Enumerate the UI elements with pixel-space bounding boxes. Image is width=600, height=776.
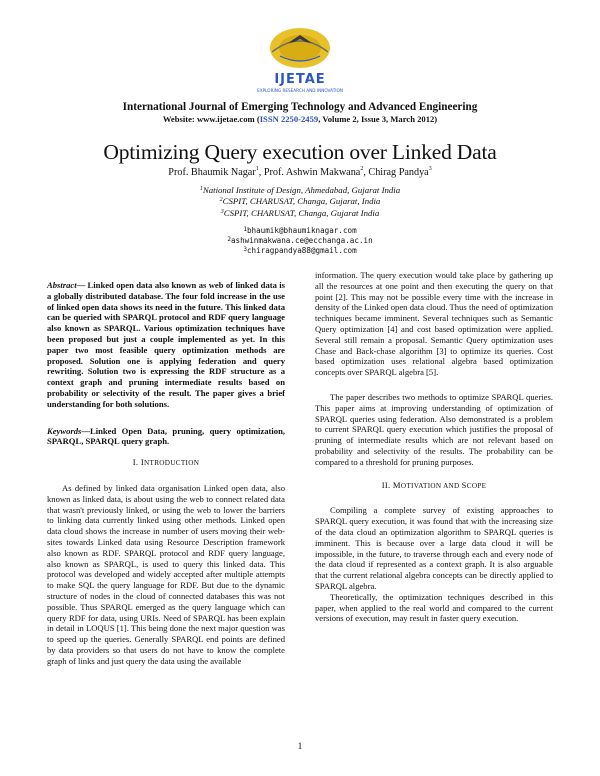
keywords-text: —Linked Open Data, pruning, query optimization, SPARQL, SPARQL query graph. [47,425,285,447]
journal-title: International Journal of Emerging Technology and Advanced Engineering [122,101,478,113]
section-heading-rest: OTIVATION AND [400,481,462,490]
affiliation-text: CSPIT, CHARUSAT, Changa, Gujarat, India [222,196,381,207]
email-sup: 1 [243,226,247,233]
author-sup: 3 [428,166,432,172]
affiliation-sup: 3 [220,208,224,215]
section-heading-rest: NTRODUCTION [144,459,200,468]
abstract-text: — Linked open data also known as web of linked data is a globally distributed database. The four fold increase in the use of linked open data shows its need in the future. This linked data can be queried with SPARQL protocol and RDF query language also known as SPARQL. Various optimization techniques have been proposed but just a couple implemented as yet. In this paper two most feasible query optimization methods are proposed. Solution one is applying federation and query rewriting. Solution two is expressing the RDF structure as a context graph and pruning intermediate results based on probability or selectivity of the result. The paper gives a brief understanding for both solutions. [47,280,285,409]
author-list [0,167,600,178]
author-sup: 1 [255,166,259,172]
keywords [47,426,285,448]
body-paragraph: Theoretically, the optimization techniques described in this paper, when applied to the real world and compared to the current versions of execution, may result in faster query execution. [315,591,553,624]
section-numeral: II. [381,479,391,490]
email-sup: 3 [243,246,247,254]
email-sup: 2 [227,236,231,244]
affiliation-line [0,196,600,207]
page-number: 1 [297,742,303,752]
paper-title: Optimizing Query execution over Linked Data [103,140,497,164]
author-name: Chirag Pandya [368,167,429,178]
email-text[interactable]: ashwinmakwana.ce@ecchanga.ac.in [230,236,373,246]
section-heading-introduction [47,457,285,469]
section-heading-initial: M [392,479,401,490]
logo-wordmark: IJETAE [274,72,326,87]
affiliations [0,185,600,219]
section-numeral: I. [132,457,139,468]
affiliation-text: CSPIT, CHARUSAT, Changa, Gujarat India [223,207,380,218]
body-paragraph: information. The query execution would take place by gathering up all the resources at one point and then executing the query on that point [2]. This may not be possible every time with the increase in density of the Linked open data cloud. Thus the need of optimization techniques became imminent. Several techniques such as Semantic Query optimization [4] and cost based optimization were applied. Several still remain a proposal. Semantic Query optimization uses Chase and Back-chase algorithm [3] to optimize its queries. Cost based optimization uses relational algebra based optimization concepts over SPARQL algebra [5]. [315,270,553,378]
logo-tagline: EXPLORING RESEARCH AND INNOVATION [257,88,343,93]
author-sup: 2 [360,166,364,172]
section-heading-initial: I [140,457,145,468]
author-name: Prof. Ashwin Makwana [263,167,361,178]
author-name: Prof. Bhaumik Nagar [168,167,256,178]
right-column [315,270,553,624]
issn: ISSN 2250-2459 [259,114,319,124]
body-paragraph: The paper describes two methods to optimize SPARQL queries. This paper aims at improving understanding of optimization of SPARQL queries using federation. Also demonstrated is a problem to current SPARQL query execution which justifies the proposal of pruning of intermediate results which are not relevant based on probability and selectivity of the results. The probability can be compared to a threshold for pruning purposes. [315,391,553,467]
section-heading-motivation [315,480,553,492]
left-column [47,280,285,667]
affiliation-line [0,208,600,219]
emails [0,226,600,257]
keywords-lead: Keywords [47,425,82,436]
email-line [0,236,600,246]
abstract [47,280,285,410]
author-separator: , [258,167,264,178]
email-line [0,246,600,256]
issue-info: , Volume 2, Issue 3, March 2012) [318,114,438,124]
journal-logo [258,22,342,96]
author-separator: , [363,167,369,178]
intro-paragraph: As defined by linked data organisation Linked open data, also known as linked data, is about using the web to connect related data that wasn't previously linked, or using the web to lower the barriers to linking data currently linked using other methods. Linked open data cloud shows the increase in number of users moving their web-sites towards Linked data using Resource Description framework also known as RDF. SPARQL protocol and RDF query language, also known as SPARQL, is used to query this linked data. This protocol was developed and widely accepted after multiple attempts to make SQL the query language for RDF. But due to the dynamic structure of nodes in the cloud of connected databases this was not possible. Thus SPARQL emerged as the query language which can query RDF for data, using URIs. Need of SPARQL has been explain in detail in LOQUS [1]. This being done the next major question was to speed up the queries. Generally SPARQL end points are defined by data providers so that users do not have to know the complete graph of links and just query the data using the available [47,482,285,666]
affiliation-text: National Institute of Design, Ahmedabad, Gujarat India [202,185,401,195]
affiliation-line [0,185,600,196]
affiliation-sup: 2 [219,197,223,204]
email-text[interactable]: chiragpandya88@gmail.com [246,246,357,256]
affiliation-sup: 1 [199,186,203,192]
body-paragraph: Compiling a complete survey of existing approaches to SPARQL query execution, it was found that with the increasing size of the data cloud an optimization algorithm to SPARQL queries is imminent. This is because over a large data cloud it will be impossible, in the future, to traverse through each and every node of the data cloud if represented as a context graph. It is also arguable that the current relational algebra concepts can be directly applied to SPARQL algebra. [315,505,553,591]
section-heading-initial: S [461,479,467,490]
abstract-lead: Abstract [47,280,77,290]
website-line [0,114,600,124]
email-text[interactable]: bhaumik@bhaumiknagar.com [246,226,357,235]
website-prefix: Website: www.ijetae.com ( [162,114,260,124]
section-heading-rest: COPE [466,481,487,490]
email-line [0,226,600,236]
